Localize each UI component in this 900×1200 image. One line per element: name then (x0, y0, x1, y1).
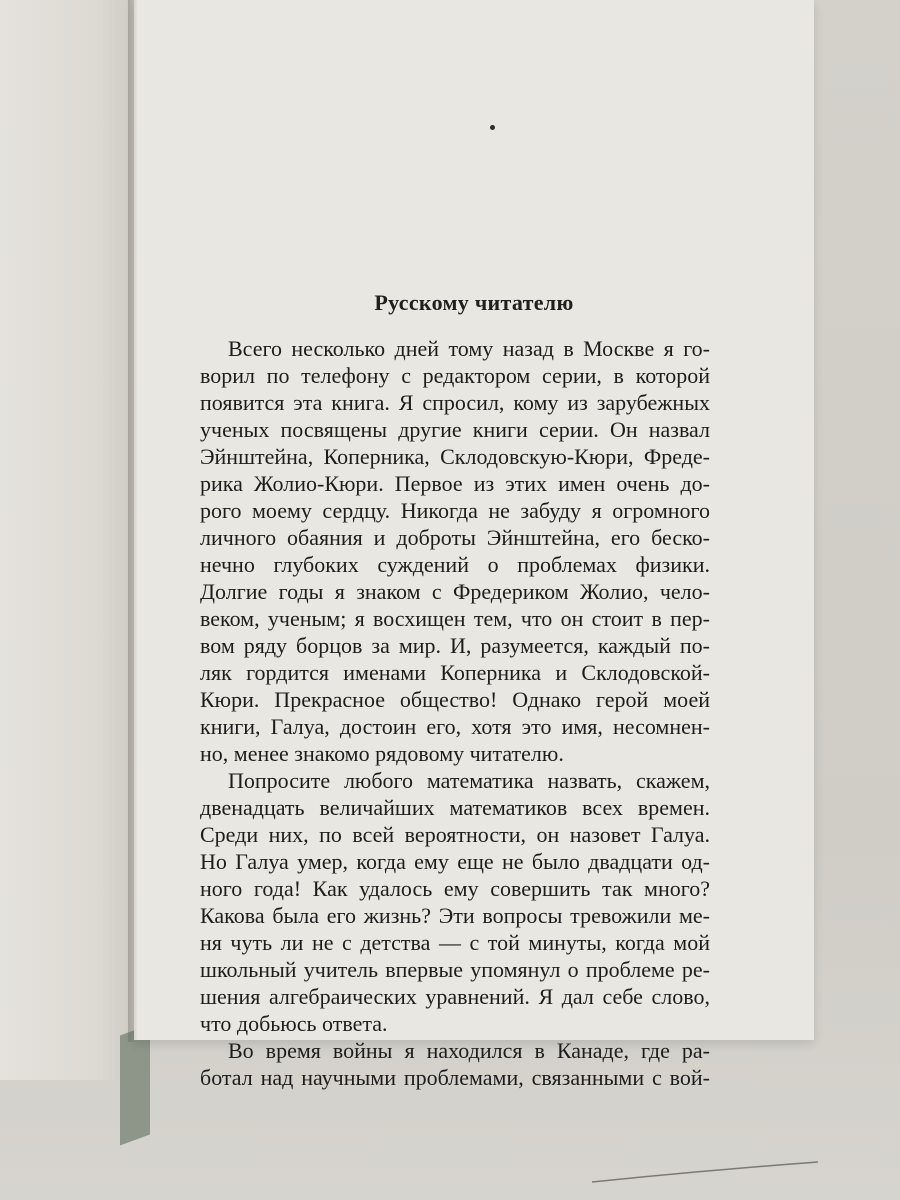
text-line: ворил по телефону с редактором серии, в которой (200, 363, 710, 388)
text-line: появится эта книга. Я спросил, кому из зарубежных (200, 390, 710, 415)
text-line: Эйнштейна, Коперника, Склодовскую-Кюри, Фреде- (200, 444, 710, 469)
text-line: рого моему сердцу. Никогда не забуду я огромного (200, 498, 710, 523)
text-line: нечно глубоких суждений о проблемах физики. (200, 552, 710, 577)
body-text (200, 335, 710, 1091)
text-line: Во время войны я находился в Канаде, где ра- (228, 1038, 710, 1063)
text-line: школьный учитель впервые упомянул о проблеме ре- (200, 957, 710, 982)
ink-dot (490, 125, 495, 130)
text-line: Кюри. Прекрасное общество! Однако герой моей (200, 687, 710, 712)
text-line: Долгие годы я знаком с Фредериком Жолио, чело- (200, 579, 710, 604)
text-line: но, менее знакомо рядовому читателю. (200, 741, 564, 766)
paragraph-3 (200, 1037, 710, 1091)
text-line: книги, Галуа, достоин его, хотя это имя, несомнен- (200, 714, 710, 739)
text-line: шения алгебраических уравнений. Я дал себе слово, (200, 984, 710, 1009)
text-line: Какова была его жизнь? Эти вопросы тревожили ме- (200, 903, 710, 928)
text-line: личного обаяния и доброты Эйнштейна, его беско- (200, 525, 710, 550)
text-line: ляк гордится именами Коперника и Склодовской- (200, 660, 710, 685)
book-spine-shadow (128, 0, 138, 1042)
text-line: ботал над научными проблемами, связанными с вой- (200, 1065, 710, 1090)
text-line: вом ряду борцов за мир. И, разумеется, каждый по- (200, 633, 710, 658)
text-line: Всего несколько дней тому назад в Москве я го- (228, 336, 710, 361)
text-line: веком, ученым; я восхищен тем, что он стоит в пер- (200, 606, 710, 631)
text-line: Среди них, по всей вероятности, он назовет Галуа. (200, 822, 710, 847)
left-page (0, 0, 135, 1080)
text-line: что добьюсь ответа. (200, 1011, 388, 1036)
text-line: ного года! Как удалось ему совершить так много? (200, 876, 710, 901)
text-line: ня чуть ли не с детства — с той минуты, когда мой (200, 930, 710, 955)
text-line: Попросите любого математика назвать, скажем, (228, 768, 710, 793)
page-heading: Русскому читателю (374, 290, 574, 315)
paragraph-1 (200, 335, 710, 767)
paragraph-2 (200, 767, 710, 1037)
text-line: двенадцать величайших математиков всех времен. (200, 795, 710, 820)
text-line: ученых посвящены другие книги серии. Он назвал (200, 417, 710, 442)
text-line: рика Жолио-Кюри. Первое из этих имен очень до- (200, 471, 710, 496)
pencil-scribble (590, 1160, 820, 1185)
book-cover-edge (120, 1025, 150, 1146)
text-line: Но Галуа умер, когда ему еще не было двадцати од- (200, 849, 710, 874)
